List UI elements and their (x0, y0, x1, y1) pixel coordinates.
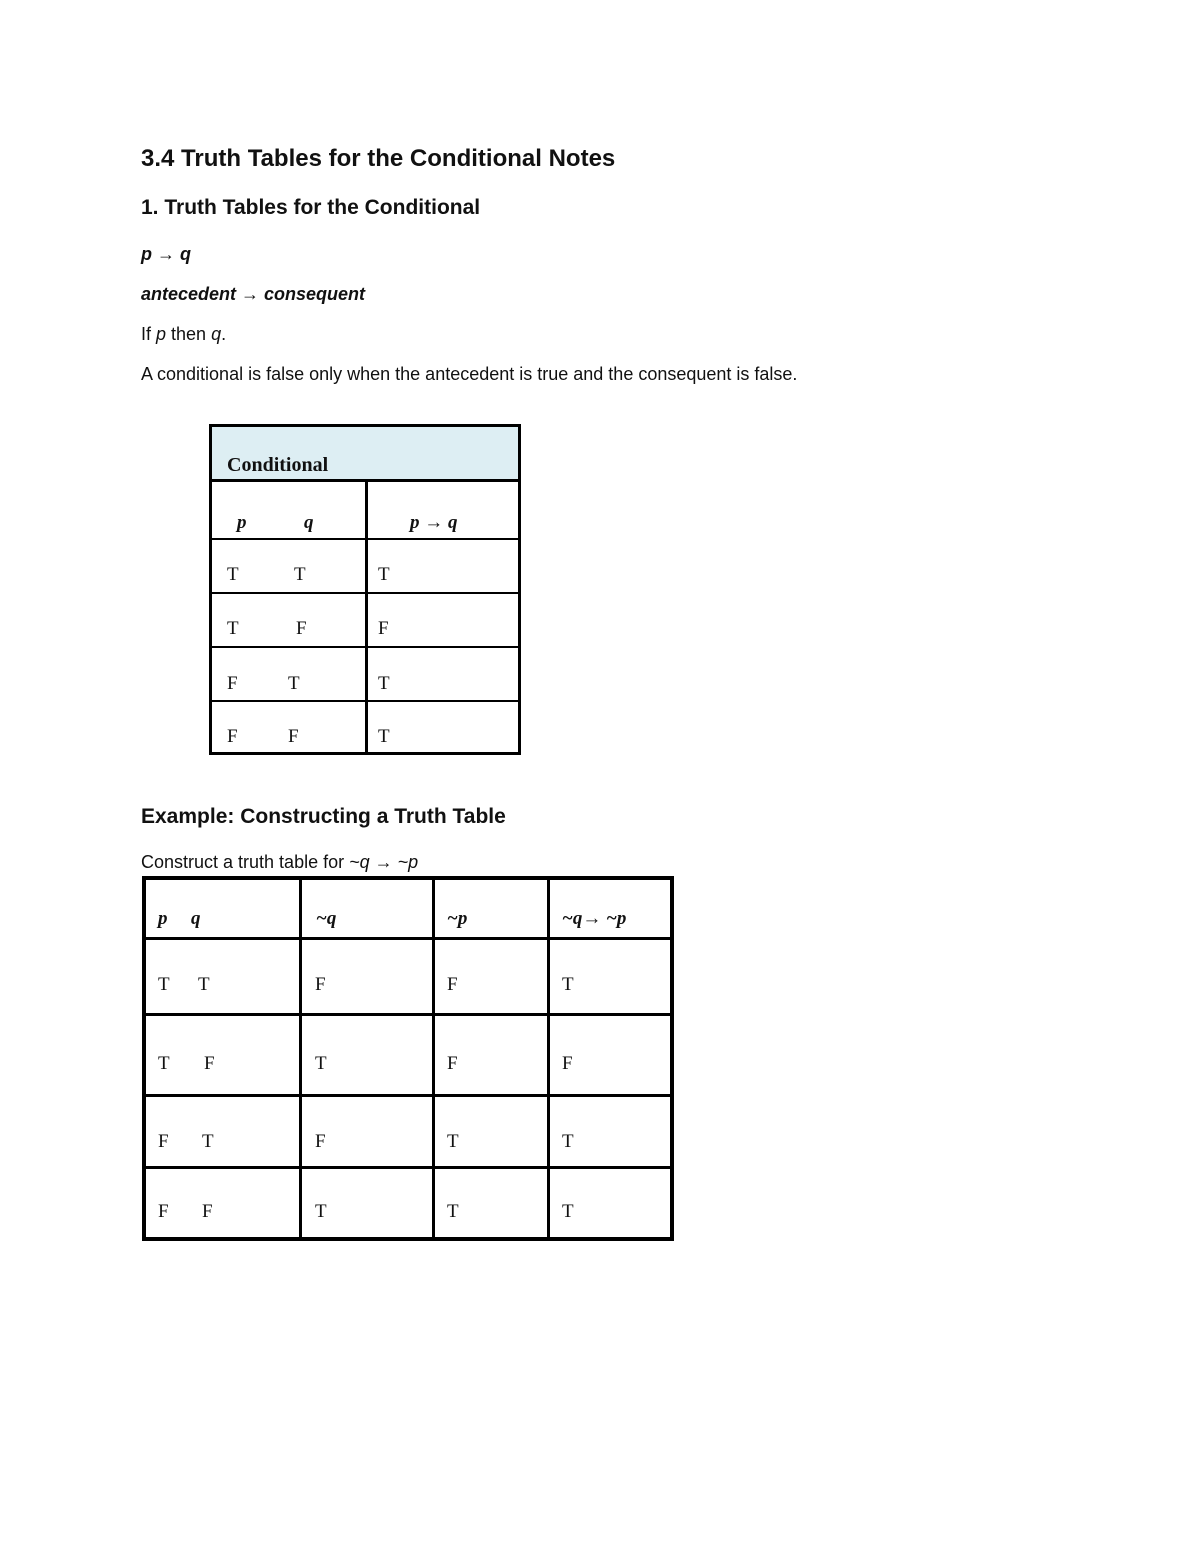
if-then-p: p (156, 324, 167, 344)
table-cell: F (158, 1201, 169, 1222)
example-heading: Example: Constructing a Truth Table (141, 805, 506, 828)
table-cell: F (158, 1131, 169, 1152)
table-cell: T (378, 673, 390, 694)
if-then-q: q (211, 324, 222, 344)
table-cell: T (447, 1201, 459, 1222)
column-divider (365, 482, 368, 752)
header-p: p (158, 908, 168, 929)
table-cell: F (202, 1201, 213, 1222)
example-truth-table (142, 876, 674, 1241)
table-cell: F (447, 1053, 458, 1074)
if-then-post: . (221, 324, 227, 344)
header-not-p: ~p (447, 908, 468, 929)
header-not-q: ~q (316, 908, 337, 929)
header-p: p (237, 512, 247, 533)
table-cell: T (158, 1053, 170, 1074)
example-prompt-expression: ~q → ~p (349, 852, 419, 872)
header-not-q-implies-not-p: ~q→ ~p (562, 908, 627, 929)
column-divider (299, 880, 302, 1237)
header-q: q (191, 908, 201, 929)
table-cell: T (315, 1053, 327, 1074)
table-cell: T (202, 1131, 214, 1152)
table-cell: T (562, 1131, 574, 1152)
if-then-mid: then (166, 324, 212, 344)
table-cell: T (447, 1131, 459, 1152)
table-cell: F (315, 974, 326, 995)
page-title: 3.4 Truth Tables for the Conditional Notes (141, 145, 616, 172)
row-divider (146, 1013, 670, 1016)
table-cell: F (315, 1131, 326, 1152)
table-cell: T (315, 1201, 327, 1222)
row-divider (146, 1094, 670, 1097)
header-p-implies-q: p → q (410, 512, 458, 533)
column-divider (547, 880, 550, 1237)
column-divider (432, 880, 435, 1237)
table-cell: F (447, 974, 458, 995)
table-cell: F (227, 673, 238, 694)
table-cell: T (158, 974, 170, 995)
conditional-formula-words: antecedent → consequent (141, 284, 366, 304)
table-cell: F (378, 618, 389, 639)
table-caption (212, 427, 518, 482)
table-cell: T (378, 726, 390, 747)
table-cell: T (378, 564, 390, 585)
table-cell: T (227, 618, 239, 639)
conditional-formula: p → q (141, 244, 191, 264)
table-cell: T (227, 564, 239, 585)
row-divider (146, 1166, 670, 1169)
if-then-pre: If (141, 324, 157, 344)
header-q: q (304, 512, 314, 533)
section-heading: 1. Truth Tables for the Conditional (141, 196, 481, 219)
conditional-rule: A conditional is false only when the antecedent is true and the consequent is false. (141, 364, 798, 384)
table-cell: T (198, 974, 210, 995)
table-cell: F (562, 1053, 573, 1074)
conditional-truth-table (209, 424, 521, 755)
table-cell: F (288, 726, 299, 747)
if-then-statement (141, 324, 226, 345)
table-cell: T (294, 564, 306, 585)
example-prompt-text: Construct a truth table for (141, 852, 350, 872)
table-cell: F (204, 1053, 215, 1074)
example-prompt (141, 852, 418, 873)
table-cell: F (296, 618, 307, 639)
table-cell: F (227, 726, 238, 747)
table-cell: T (562, 1201, 574, 1222)
table-cell: T (288, 673, 300, 694)
table-cell: T (562, 974, 574, 995)
row-divider (146, 937, 670, 940)
table-caption-label: Conditional (227, 454, 329, 476)
